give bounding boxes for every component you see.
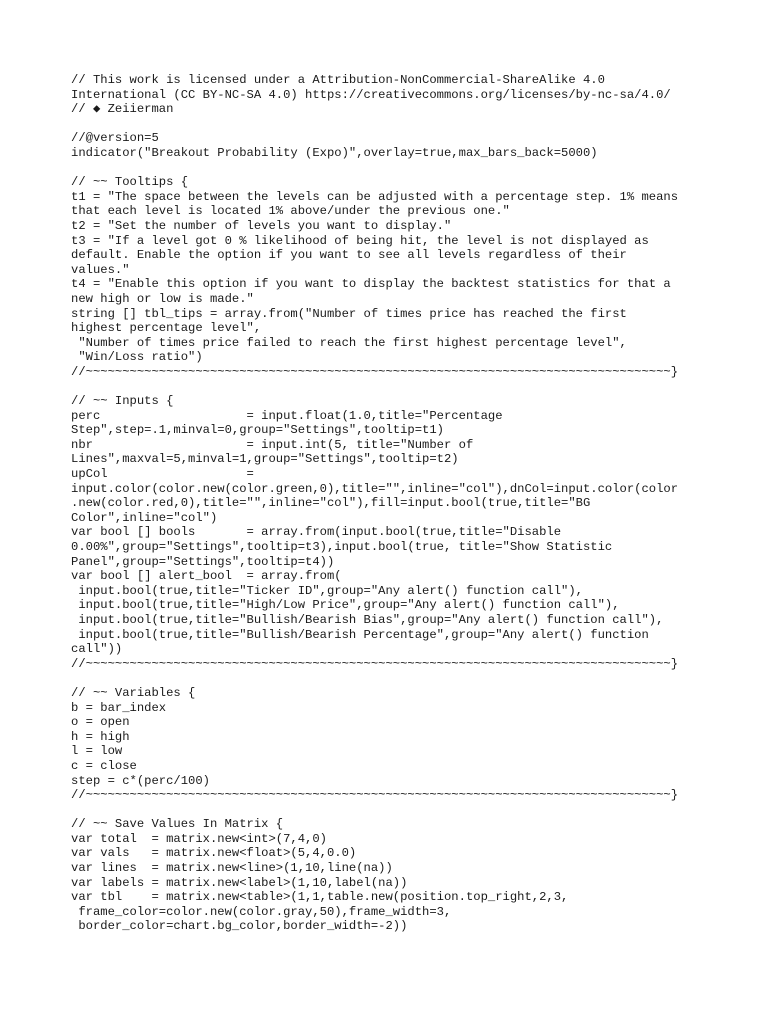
code-line: values." xyxy=(71,262,130,277)
code-line: input.bool(true,title="Bullish/Bearish Bias",group="Any alert() function call"), xyxy=(71,612,664,627)
code-line: // ~~ Inputs { xyxy=(71,394,174,409)
code-line: t1 = "The space between the levels can be adjusted with a percentage step. 1% means xyxy=(71,189,679,204)
code-line xyxy=(71,803,678,818)
code-line: step = c*(perc/100) xyxy=(71,773,210,788)
code-line: t4 = "Enable this option if you want to display the backtest statistics for that a xyxy=(71,277,671,292)
code-line: var bool [] bools = array.from(input.bool(true,title="Disable xyxy=(71,525,562,540)
code-line: .new(color.red,0),title="",inline="col"),fill=input.bool(true,title="BG xyxy=(71,496,591,511)
code-line: perc = input.float(1.0,title="Percentage xyxy=(71,408,503,423)
code-line: input.bool(true,title="Ticker ID",group="Any alert() function call"), xyxy=(71,583,583,598)
code-line: Lines",maxval=5,minval=1,group="Settings",tooltip=t2) xyxy=(71,452,459,467)
code-line: var bool [] alert_bool = array.from( xyxy=(71,569,342,584)
code-line: h = high xyxy=(71,729,130,744)
code-listing xyxy=(71,73,678,934)
code-line: var labels = matrix.new<label>(1,10,label(na)) xyxy=(71,875,408,890)
code-line: highest percentage level", xyxy=(71,321,262,336)
code-line: string [] tbl_tips = array.from("Number of times price has reached the first xyxy=(71,306,627,321)
code-line: new high or low is made." xyxy=(71,291,254,306)
code-line: t3 = "If a level got 0 % likelihood of being hit, the level is not displayed as xyxy=(71,233,649,248)
code-line: nbr = input.int(5, title="Number of xyxy=(71,437,474,452)
code-line: //@version=5 xyxy=(71,131,159,146)
code-line: var total = matrix.new<int>(7,4,0) xyxy=(71,831,327,846)
code-line: call")) xyxy=(71,642,123,657)
code-line: "Win/Loss ratio") xyxy=(71,350,203,365)
code-line: // This work is licensed under a Attribution-NonCommercial-ShareAlike 4.0 xyxy=(71,73,605,87)
code-line xyxy=(71,671,678,686)
code-line: input.bool(true,title="High/Low Price",group="Any alert() function call"), xyxy=(71,598,620,613)
code-line: // ◆ Zeiierman xyxy=(71,102,174,117)
code-line: var lines = matrix.new<line>(1,10,line(na)) xyxy=(71,861,393,876)
code-line: Panel",group="Settings",tooltip=t4)) xyxy=(71,554,335,569)
code-line: // ~~ Tooltips { xyxy=(71,175,189,190)
code-line: var tbl = matrix.new<table>(1,1,table.new(position.top_right,2,3, xyxy=(71,890,569,905)
code-line: upCol = xyxy=(71,467,254,482)
code-line xyxy=(71,161,678,176)
code-line: o = open xyxy=(71,715,130,730)
code-line xyxy=(71,379,678,394)
code-line: input.bool(true,title="Bullish/Bearish Percentage",group="Any alert() function xyxy=(71,627,649,642)
code-line: // ~~ Variables { xyxy=(71,685,196,700)
code-line: "Number of times price failed to reach the first highest percentage level", xyxy=(71,335,627,350)
code-line: //~~~~~~~~~~~~~~~~~~~~~~~~~~~~~~~~~~~~~~~~~~~~~~~~~~~~~~~~~~~~~~~~~~~~~~~~~~~~~~~~} xyxy=(71,788,679,803)
code-line: // ~~ Save Values In Matrix { xyxy=(71,817,284,832)
code-line: var vals = matrix.new<float>(5,4,0.0) xyxy=(71,846,357,861)
code-line: c = close xyxy=(71,758,137,773)
code-line: frame_color=color.new(color.gray,50),frame_width=3, xyxy=(71,904,452,919)
code-line: default. Enable the option if you want to see all levels regardless of their xyxy=(71,248,627,263)
code-line: border_color=chart.bg_color,border_width=-2)) xyxy=(71,919,408,934)
code-line: l = low xyxy=(71,744,123,759)
code-line: //~~~~~~~~~~~~~~~~~~~~~~~~~~~~~~~~~~~~~~~~~~~~~~~~~~~~~~~~~~~~~~~~~~~~~~~~~~~~~~~~} xyxy=(71,656,679,671)
code-line: that each level is located 1% above/under the previous one." xyxy=(71,204,510,219)
code-line: t2 = "Set the number of levels you want to display." xyxy=(71,218,452,233)
code-line xyxy=(71,117,678,132)
code-line: input.color(color.new(color.green,0),title="",inline="col"),dnCol=input.color(color xyxy=(71,481,679,496)
code-line: International (CC BY-NC-SA 4.0) https://creativecommons.org/licenses/by-nc-sa/4.0/ xyxy=(71,87,671,102)
code-line: //~~~~~~~~~~~~~~~~~~~~~~~~~~~~~~~~~~~~~~~~~~~~~~~~~~~~~~~~~~~~~~~~~~~~~~~~~~~~~~~~} xyxy=(71,364,679,379)
code-line: 0.00%",group="Settings",tooltip=t3),input.bool(true, title="Show Statistic xyxy=(71,540,613,554)
code-line: Color",inline="col") xyxy=(71,510,218,525)
code-line: b = bar_index xyxy=(71,700,167,715)
code-line: Step",step=.1,minval=0,group="Settings",tooltip=t1) xyxy=(71,423,444,438)
code-line: indicator("Breakout Probability (Expo)",overlay=true,max_bars_back=5000) xyxy=(71,145,598,160)
